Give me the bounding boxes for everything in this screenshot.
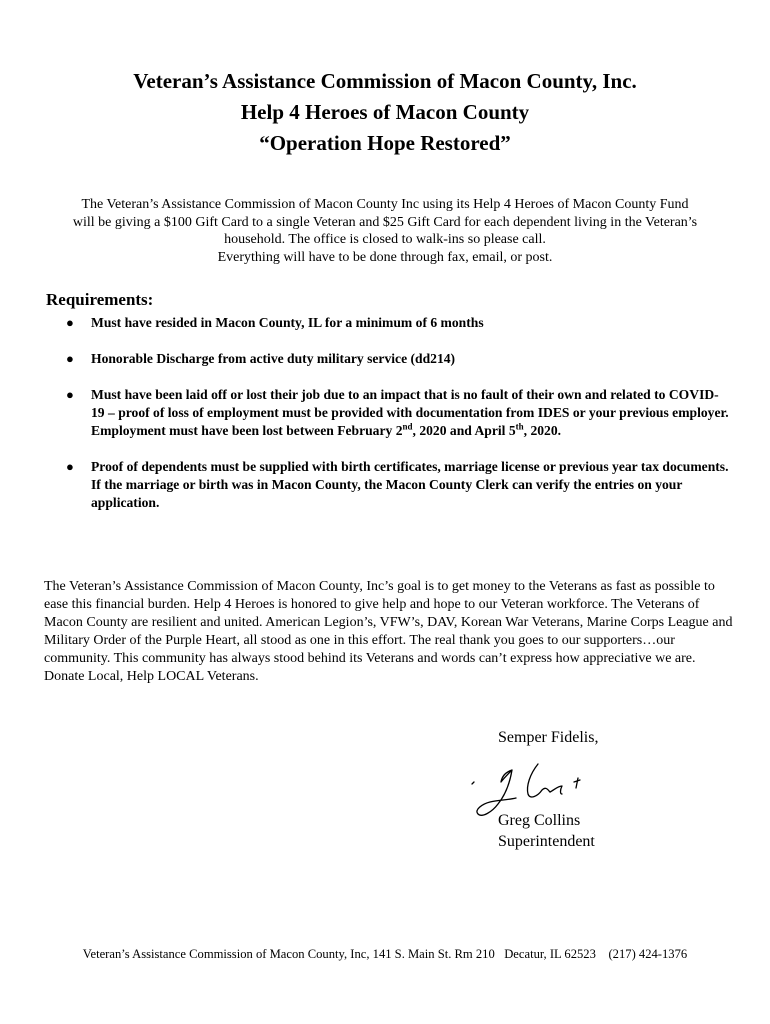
intro-line: Everything will have to be done through fax, email, or post. bbox=[217, 249, 553, 265]
requirement-text: Must have resided in Macon County, IL for a minimum of 6 months bbox=[91, 315, 484, 330]
signatory-title: Superintendent bbox=[498, 833, 595, 850]
intro-line: The Veteran’s Assistance Commission of Macon County Inc using its Help 4 Heroes of Macon County Fund bbox=[81, 197, 689, 212]
intro-line: will be giving a $100 Gift Card to a single Veteran and $25 Gift Card for each dependent living in the Veteran’s bbox=[72, 214, 698, 230]
document-title bbox=[0, 66, 770, 159]
requirement-text: Must have been laid off or lost their job due to an impact that is no fault of their own and related to COVID-19 – proof of loss of employment must be provided with documentation from IDES or your previous employer. Employment must have been lost between February 2 bbox=[91, 387, 729, 438]
ordinal-suffix: th bbox=[515, 421, 524, 432]
closing-paragraph: The Veteran’s Assistance Commission of Macon County, Inc’s goal is to get money to the Veterans as fast as possible to ease this financial burden. Help 4 Heroes is honored to give help and hope to our Veteran workforce. The Veterans of Macon County are resilient and united. American Legion’s, VFW’s, DAV, Korean War Veterans, Marine Corps League and Military Order of the Purple Heart, all stood as one in this effort. The real thank you goes to our supporters…our community. This community has always stood behind its Veterans and words can’t express how appreciative we are. Donate Local, Help LOCAL Veterans. bbox=[44, 579, 733, 684]
bullet-icon: ● bbox=[66, 351, 74, 366]
requirement-item bbox=[60, 386, 730, 440]
requirement-item bbox=[60, 350, 730, 368]
requirements-heading: Requirements: bbox=[46, 290, 154, 309]
bullet-icon: ● bbox=[66, 387, 74, 402]
requirement-text: , 2020. bbox=[523, 423, 562, 438]
intro-line: household. The office is closed to walk-ins so please call. bbox=[224, 232, 546, 247]
page-footer: Veteran’s Assistance Commission of Macon County, Inc, 141 S. Main St. Rm 210 Decatur, IL 62523 (217) 424-1376 bbox=[82, 947, 688, 961]
title-operation: “Operation Hope Restored” bbox=[259, 131, 511, 155]
bullet-icon: ● bbox=[66, 459, 74, 474]
bullet-icon: ● bbox=[66, 315, 74, 330]
requirement-text: Proof of dependents must be supplied with birth certificates, marriage license or previous year tax documents. If the marriage or birth was in Macon County, the Macon County Clerk can verify the entries on your application. bbox=[91, 459, 729, 510]
requirement-text: , 2020 and April 5 bbox=[412, 423, 516, 438]
ordinal-suffix: nd bbox=[402, 421, 413, 432]
requirement-item bbox=[60, 458, 730, 512]
salutation: Semper Fidelis, bbox=[498, 729, 599, 746]
title-organization: Veteran’s Assistance Commission of Macon County, Inc. bbox=[133, 69, 637, 93]
requirement-item bbox=[60, 314, 730, 332]
title-program: Help 4 Heroes of Macon County bbox=[240, 100, 530, 124]
signatory-name: Greg Collins bbox=[498, 812, 581, 829]
intro-paragraph bbox=[40, 196, 730, 266]
requirements-list bbox=[60, 314, 730, 512]
requirement-text: Honorable Discharge from active duty military service (dd214) bbox=[91, 351, 456, 366]
